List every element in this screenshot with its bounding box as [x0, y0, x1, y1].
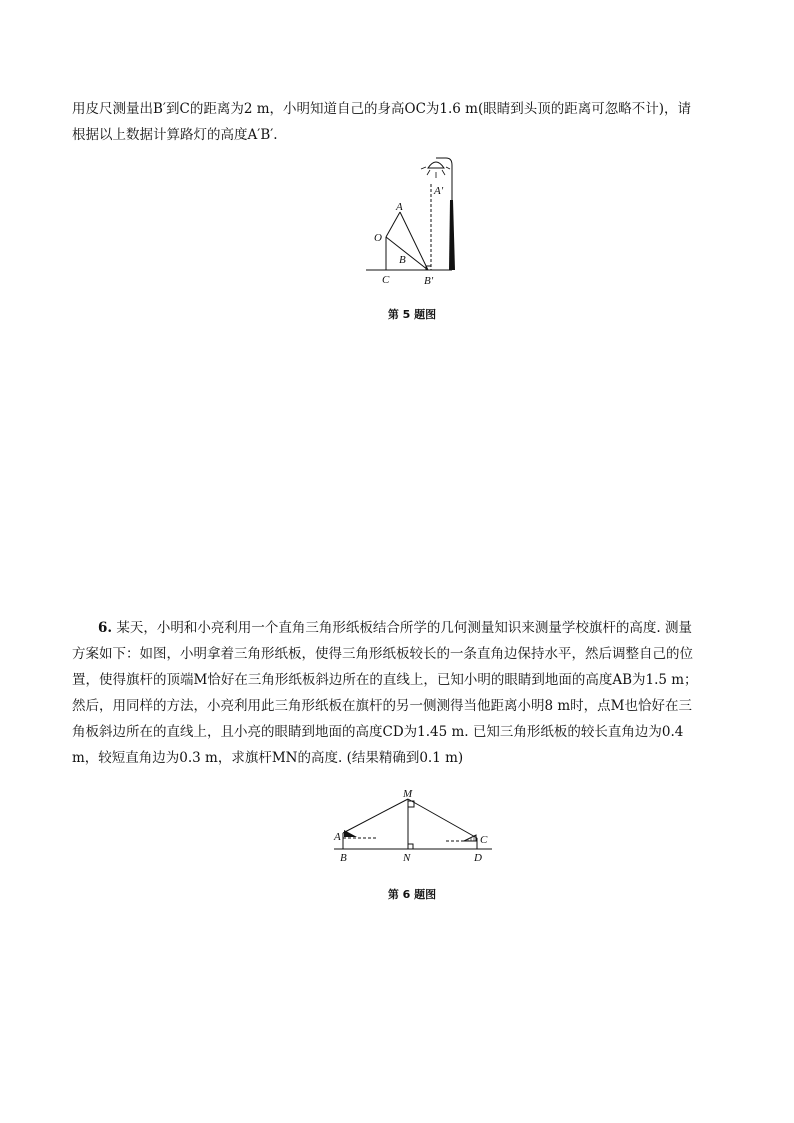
problem5-caption: 第 5 题图 — [387, 308, 437, 321]
label-a-prime: A′ — [434, 185, 444, 197]
sight-line-am — [343, 799, 408, 833]
problem6-line2: 方案如下：如图，小明拿着三角形纸板，使得三角形纸板较长的一条直角边保持水平，然后调整自己的位 — [72, 646, 693, 662]
label-b6: B — [340, 852, 347, 864]
label-a6: A — [334, 831, 341, 843]
label-c: C — [382, 274, 390, 286]
label-b-prime: B′ — [424, 275, 434, 287]
problem6-number: 6. — [98, 620, 113, 636]
label-c6: C — [480, 834, 488, 846]
label-m: M — [403, 788, 413, 800]
problem6-line3: 置，使得旗杆的顶端M恰好在三角形纸板斜边所在的直线上，已知小明的眼睛到地面的高度AB为1.5 m； — [72, 672, 698, 688]
problem6-caption: 第 6 题图 — [387, 888, 437, 901]
problem6-line5: 角板斜边所在的直线上，且小亮的眼睛到地面的高度CD为1.45 m. 已知三角形纸板的较长直角边为0.4 — [72, 724, 684, 740]
label-a: A — [396, 201, 403, 213]
problem5-line1: 用皮尺测量出B′到C的距离为2 m，小明知道自己的身高OC为1.6 m(眼睛到头顶的距离可忽略不计)，请 — [72, 101, 691, 117]
problem5-line2: 根据以上数据计算路灯的高度A′B′. — [72, 127, 278, 143]
sight-line-cm — [408, 799, 477, 838]
right-angle-n — [408, 844, 413, 849]
label-d: D — [474, 852, 482, 864]
problem6-line4: 然后，用同样的方法，小亮利用此三角形纸板在旗杆的另一侧测得当他距离小明8 m时，点M也恰好在三 — [72, 698, 693, 714]
label-b: B — [399, 254, 406, 266]
problem6-line1-text: 某天，小明和小亮利用一个直角三角形纸板结合所学的几何测量知识来测量学校旗杆的高度. 测量 — [116, 620, 692, 636]
problem6-line6: m，较短直角边为0.3 m，求旗杆MN的高度. (结果精确到0.1 m) — [72, 750, 464, 766]
label-n: N — [403, 852, 411, 864]
label-o: O — [374, 232, 382, 244]
